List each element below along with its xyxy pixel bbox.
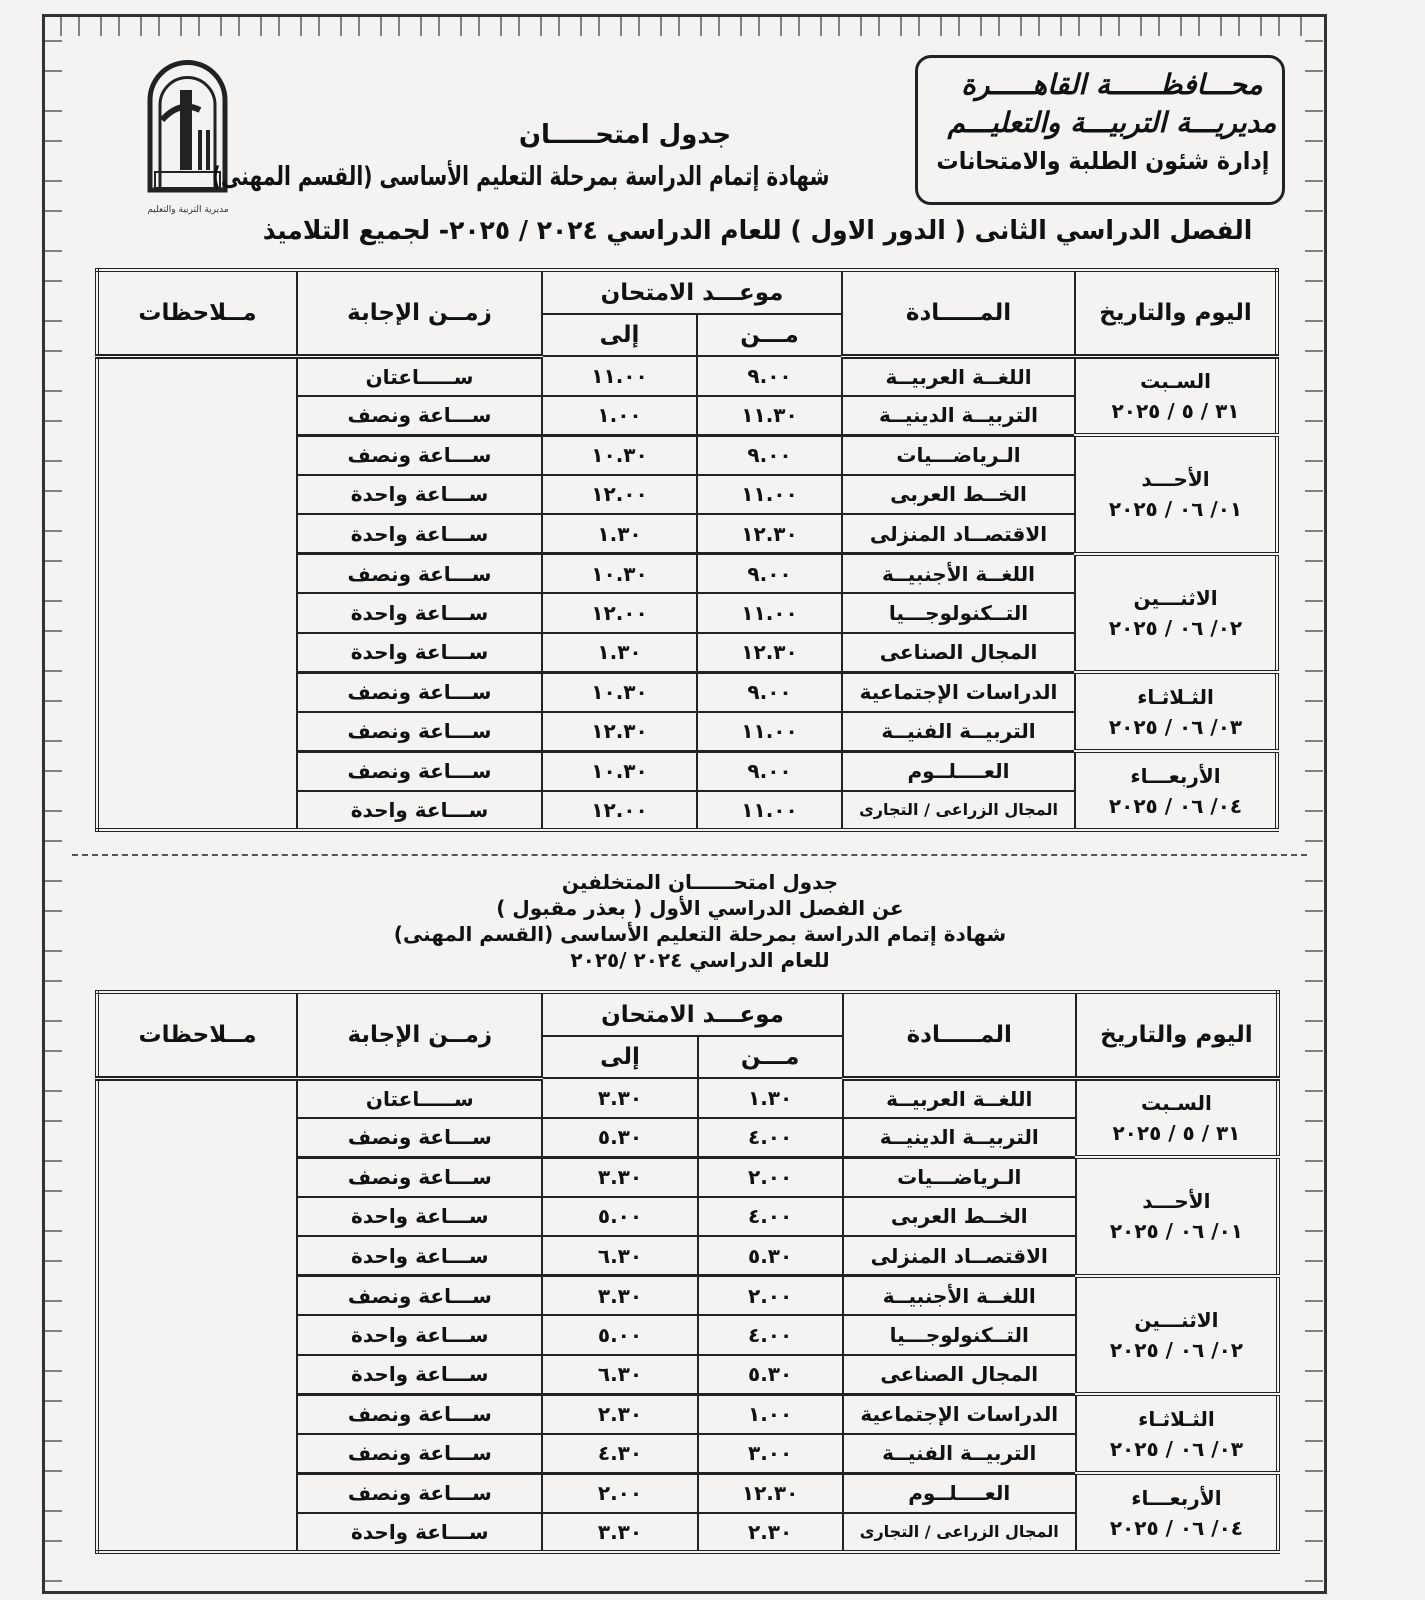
section2-certificate: شهادة إتمام الدراسة بمرحلة التعليم الأساسى (القسم المهنى) — [393, 922, 1007, 946]
day-date-cell — [1076, 1078, 1278, 1157]
subject-cell: التربيــة الدينيــة — [842, 396, 1075, 436]
subject-cell: المجال الصناعى — [842, 633, 1075, 673]
to-time-cell: ٥.٠٠ — [542, 1197, 697, 1237]
duration-cell: ســـاعة واحدة — [297, 514, 542, 554]
day-date-cell — [1075, 554, 1277, 673]
from-time-cell: ١٢.٣٠ — [698, 1473, 843, 1513]
exam-date: ٠٤/ ٠٦ / ٢٠٢٥ — [1109, 1515, 1244, 1540]
subject-cell: اللغــة الأجنبيــة — [843, 1276, 1076, 1316]
subject-cell: المجال الزراعى / التجارى — [843, 1513, 1076, 1553]
table-row — [97, 356, 1277, 396]
duration-cell: ســـاعة ونصف — [297, 1394, 542, 1434]
subject-cell: المجال الزراعى / التجارى — [842, 791, 1075, 831]
department-name: إدارة شئون الطلبة والامتحانات — [936, 147, 1270, 175]
header-row — [97, 270, 1277, 314]
header-from: مـــن — [697, 314, 842, 356]
exam-date: ٠١/ ٠٦ / ٢٠٢٥ — [1109, 1219, 1244, 1244]
logo-caption: مديرية التربية والتعليم — [147, 205, 229, 215]
duration-cell: ســـاعة ونصف — [297, 435, 542, 475]
to-time-cell: ٣.٣٠ — [542, 1157, 697, 1197]
subject-cell: التــكنولوجـــيا — [842, 593, 1075, 633]
to-time-cell: ١.٠٠ — [542, 396, 697, 436]
subject-cell: العــــلــوم — [842, 751, 1075, 791]
duration-cell: ســـاعة ونصف — [297, 554, 542, 594]
duration-cell: ســـاعة ونصف — [297, 1473, 542, 1513]
duration-cell: ســـاعة واحدة — [297, 1513, 542, 1553]
from-time-cell: ١.٣٠ — [698, 1078, 843, 1118]
to-time-cell: ١٠.٣٠ — [542, 435, 697, 475]
to-time-cell: ١٠.٣٠ — [542, 751, 697, 791]
duration-cell: ســـاعة واحدة — [297, 593, 542, 633]
header-subject: المـــــادة — [843, 992, 1076, 1078]
duration-cell: ســـاعة ونصف — [297, 712, 542, 752]
to-time-cell: ١١.٠٠ — [542, 356, 697, 396]
subject-cell: التــكنولوجـــيا — [843, 1315, 1076, 1355]
duration-cell: ســـاعة واحدة — [297, 1315, 542, 1355]
exam-date: ٣١ / ٥ / ٢٠٢٥ — [1112, 1120, 1241, 1145]
subject-cell: العــــلــوم — [843, 1473, 1076, 1513]
to-time-cell: ١٢.٠٠ — [542, 791, 697, 831]
day-date-cell — [1075, 435, 1277, 554]
header-notes: مــلاحظات — [97, 992, 297, 1078]
from-time-cell: ٩.٠٠ — [697, 751, 842, 791]
divider — [72, 854, 1307, 856]
header-date: اليوم والتاريخ — [1076, 992, 1278, 1078]
to-time-cell: ١٢.٣٠ — [542, 712, 697, 752]
day-date-cell — [1076, 1394, 1278, 1473]
to-time-cell: ١٢.٠٠ — [542, 475, 697, 515]
subject-cell: التربيــة الفنيــة — [843, 1434, 1076, 1474]
to-time-cell: ٣.٣٠ — [542, 1078, 697, 1118]
day-date-cell — [1076, 1276, 1278, 1395]
exam-schedule-table — [95, 268, 1279, 832]
exam-date: ٠٣/ ٠٦ / ٢٠٢٥ — [1108, 714, 1243, 739]
from-time-cell: ١٢.٣٠ — [697, 633, 842, 673]
to-time-cell: ٦.٣٠ — [542, 1355, 697, 1395]
subject-cell: الاقتصــاد المنزلى — [842, 514, 1075, 554]
to-time-cell: ٦.٣٠ — [542, 1236, 697, 1276]
to-time-cell: ١٠.٣٠ — [542, 554, 697, 594]
to-time-cell: ١.٣٠ — [542, 633, 697, 673]
from-time-cell: ٤.٠٠ — [698, 1118, 843, 1158]
subject-cell: الخــط العربى — [843, 1197, 1076, 1237]
day-name: الثـلاثـاء — [1138, 1406, 1215, 1431]
exam-date: ٠٣/ ٠٦ / ٢٠٢٥ — [1109, 1436, 1244, 1461]
header-to: إلى — [542, 1036, 697, 1078]
duration-cell: ســـاعة ونصف — [297, 1434, 542, 1474]
day-name: الاثنـــين — [1134, 1307, 1219, 1332]
section1-title: جدول امتحـــــان — [518, 120, 732, 150]
day-name: الأحـــد — [1141, 467, 1210, 492]
from-time-cell: ٢.٠٠ — [698, 1276, 843, 1316]
duration-cell: ســـاعة ونصف — [297, 1118, 542, 1158]
exam-date: ٠٤/ ٠٦ / ٢٠٢٥ — [1108, 793, 1243, 818]
from-time-cell: ٢.٠٠ — [698, 1157, 843, 1197]
from-time-cell: ٩.٠٠ — [697, 356, 842, 396]
header-from: مـــن — [698, 1036, 843, 1078]
notes-cell — [97, 1078, 297, 1552]
to-time-cell: ٥.٣٠ — [542, 1118, 697, 1158]
section1-subtitle: شهادة إتمام الدراسة بمرحلة التعليم الأساسى (القسم المهنى) — [211, 162, 830, 192]
duration-cell: ســـــاعتان — [297, 356, 542, 396]
subject-cell: الاقتصــاد المنزلى — [843, 1236, 1076, 1276]
day-name: السـبت — [1140, 368, 1211, 393]
header-exam-time: موعـــد الامتحان — [542, 270, 842, 314]
subject-cell: الخــط العربى — [842, 475, 1075, 515]
to-time-cell: ٣.٣٠ — [542, 1276, 697, 1316]
exam-date: ٣١ / ٥ / ٢٠٢٥ — [1111, 398, 1240, 423]
header-notes: مــلاحظات — [97, 270, 297, 356]
header-exam-time: موعـــد الامتحان — [542, 992, 842, 1036]
duration-cell: ســـاعة واحدة — [297, 791, 542, 831]
duration-cell: ســـاعة واحدة — [297, 1197, 542, 1237]
from-time-cell: ٩.٠٠ — [697, 435, 842, 475]
from-time-cell: ٥.٣٠ — [698, 1355, 843, 1395]
subject-cell: المجال الصناعى — [843, 1355, 1076, 1395]
duration-cell: ســـاعة ونصف — [297, 396, 542, 436]
subject-cell: التربيــة الدينيــة — [843, 1118, 1076, 1158]
to-time-cell: ١٢.٠٠ — [542, 593, 697, 633]
from-time-cell: ١١.٠٠ — [697, 712, 842, 752]
header-date: اليوم والتاريخ — [1075, 270, 1277, 356]
day-date-cell — [1075, 356, 1277, 435]
day-name: الاثنـــين — [1133, 585, 1218, 610]
day-name: الأحـــد — [1142, 1189, 1211, 1214]
duration-cell: ســـاعة ونصف — [297, 672, 542, 712]
header-duration: زمــن الإجابة — [297, 992, 542, 1078]
day-date-cell — [1076, 1157, 1278, 1276]
duration-cell: ســـاعة ونصف — [297, 1157, 542, 1197]
day-date-cell — [1075, 672, 1277, 751]
from-time-cell: ١١.٣٠ — [697, 396, 842, 436]
subject-cell: الدراسات الإجتماعية — [843, 1394, 1076, 1434]
day-name: الأربعـــاء — [1131, 1485, 1222, 1510]
from-time-cell: ١.٠٠ — [698, 1394, 843, 1434]
to-time-cell: ٤.٣٠ — [542, 1434, 697, 1474]
subject-cell: اللغــة العربيــة — [843, 1078, 1076, 1118]
day-name: الثـلاثـاء — [1137, 684, 1214, 709]
table-row — [97, 1078, 1278, 1118]
subject-cell: اللغــة الأجنبيــة — [842, 554, 1075, 594]
header-to: إلى — [542, 314, 697, 356]
notes-cell — [97, 356, 297, 830]
duration-cell: ســـاعة واحدة — [297, 633, 542, 673]
subject-cell: الدراسات الإجتماعية — [842, 672, 1075, 712]
day-date-cell — [1076, 1473, 1278, 1552]
subject-cell: التربيــة الفنيــة — [842, 712, 1075, 752]
exam-date: ٠٢/ ٠٦ / ٢٠٢٥ — [1108, 615, 1243, 640]
header-row — [97, 992, 1278, 1036]
section2-title: جدول امتحــــــان المتخلفين — [561, 870, 839, 894]
from-time-cell: ١١.٠٠ — [697, 475, 842, 515]
day-name: الأربعـــاء — [1130, 763, 1221, 788]
section1-term: الفصل الدراسي الثانى ( الدور الاول ) للعام الدراسي ٢٠٢٤ / ٢٠٢٥- لجميع التلاميذ — [262, 216, 1253, 246]
to-time-cell: ٢.٠٠ — [542, 1473, 697, 1513]
from-time-cell: ١١.٠٠ — [697, 791, 842, 831]
from-time-cell: ٣.٠٠ — [698, 1434, 843, 1474]
to-time-cell: ١.٣٠ — [542, 514, 697, 554]
to-time-cell: ٥.٠٠ — [542, 1315, 697, 1355]
day-date-cell — [1075, 751, 1277, 830]
duration-cell: ســـاعة ونصف — [297, 751, 542, 791]
from-time-cell: ١٢.٣٠ — [697, 514, 842, 554]
subject-cell: الـرياضـــيات — [843, 1157, 1076, 1197]
day-name: السـبت — [1140, 1090, 1212, 1115]
directorate-name: مديريـــة التربيـــة والتعليـــم — [947, 106, 1277, 139]
subject-cell: الـرياضـــيات — [842, 435, 1075, 475]
header-duration: زمــن الإجابة — [297, 270, 542, 356]
exam-date: ٠١/ ٠٦ / ٢٠٢٥ — [1108, 497, 1243, 522]
section2-subtitle: عن الفصل الدراسي الأول ( بعذر مقبول ) — [496, 896, 904, 920]
header-subject: المـــــادة — [842, 270, 1075, 356]
to-time-cell: ٢.٣٠ — [542, 1394, 697, 1434]
subject-cell: اللغــة العربيــة — [842, 356, 1075, 396]
makeup-exam-schedule-table — [95, 990, 1280, 1554]
duration-cell: ســـاعة واحدة — [297, 1236, 542, 1276]
governorate-name: محـــافظــــــة القاهـــــرة — [961, 68, 1263, 101]
from-time-cell: ٥.٣٠ — [698, 1236, 843, 1276]
duration-cell: ســـاعة واحدة — [297, 475, 542, 515]
to-time-cell: ١٠.٣٠ — [542, 672, 697, 712]
office-box — [915, 55, 1285, 205]
from-time-cell: ٩.٠٠ — [697, 554, 842, 594]
from-time-cell: ٤.٠٠ — [698, 1315, 843, 1355]
to-time-cell: ٣.٣٠ — [542, 1513, 697, 1553]
from-time-cell: ١١.٠٠ — [697, 593, 842, 633]
from-time-cell: ٩.٠٠ — [697, 672, 842, 712]
duration-cell: ســـاعة واحدة — [297, 1355, 542, 1395]
from-time-cell: ٢.٣٠ — [698, 1513, 843, 1553]
duration-cell: ســـــاعتان — [297, 1078, 542, 1118]
exam-date: ٠٢/ ٠٦ / ٢٠٢٥ — [1109, 1337, 1244, 1362]
duration-cell: ســـاعة ونصف — [297, 1276, 542, 1316]
from-time-cell: ٤.٠٠ — [698, 1197, 843, 1237]
section2-year: للعام الدراسي ٢٠٢٤ /٢٠٢٥ — [570, 948, 830, 972]
